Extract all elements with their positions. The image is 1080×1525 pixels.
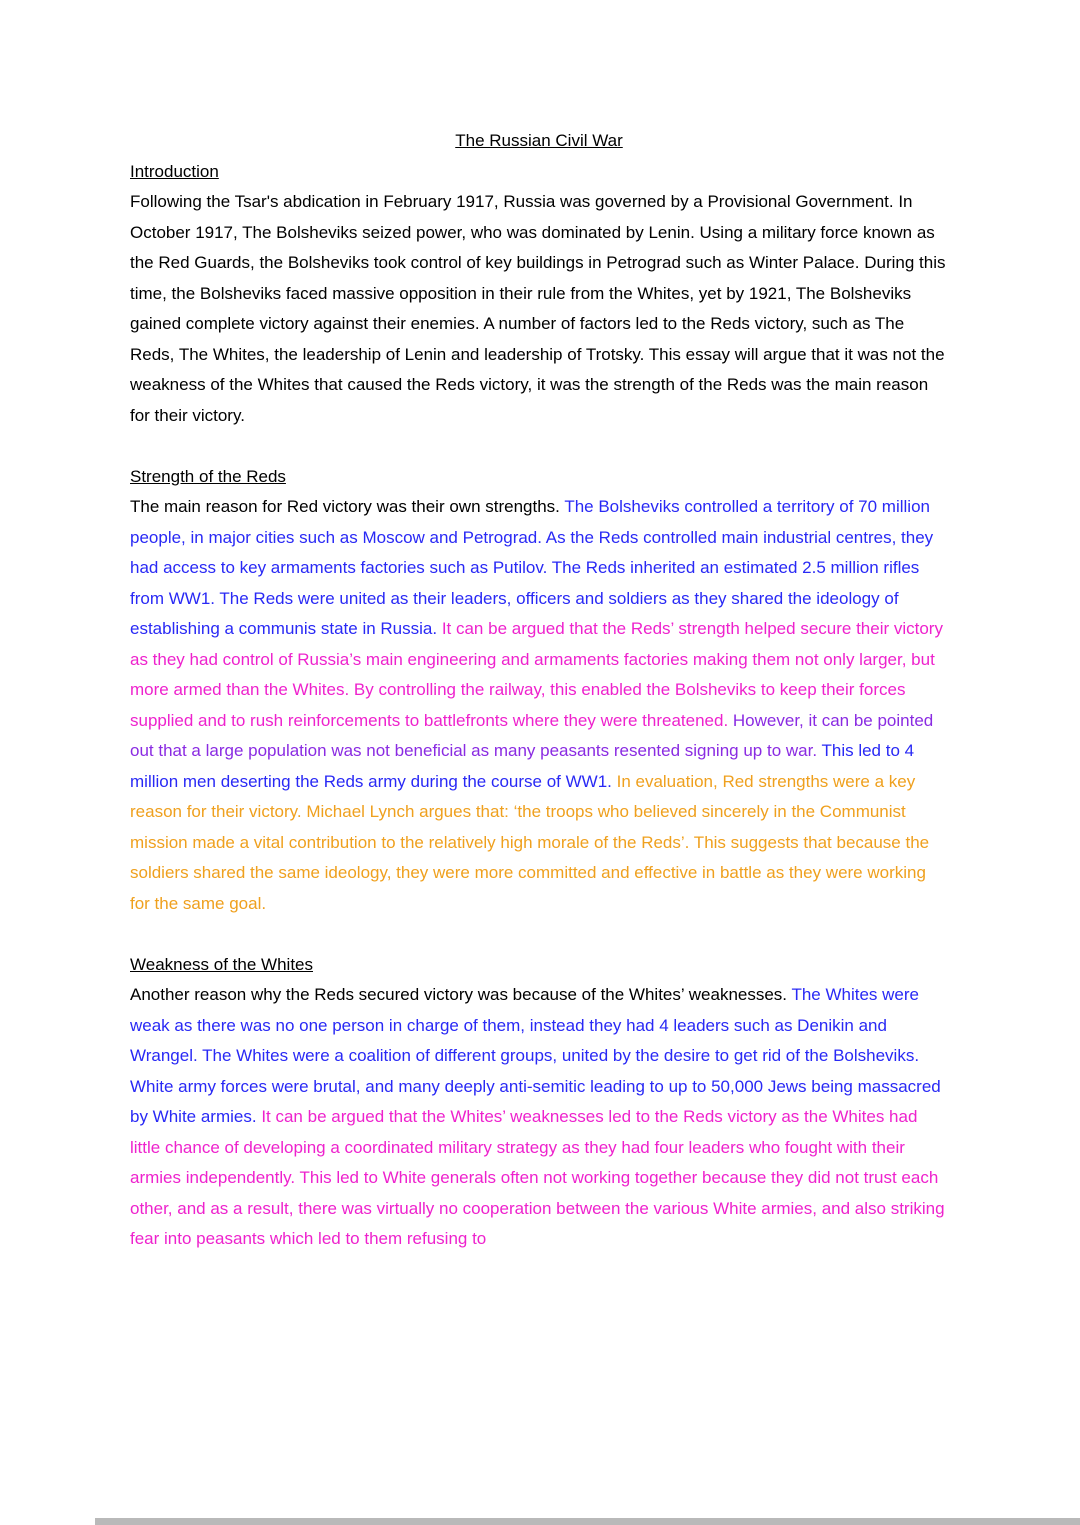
paragraph-weakness-of-the-whites xyxy=(130,980,948,1255)
section-strength-of-the-reds xyxy=(130,462,948,920)
text-run-purple: However, it can be pointed out that a large population was not beneficial as many peasants resented signing up to war. xyxy=(130,710,934,760)
text-run-orange: In evaluation, Red strengths were a key reason for their victory. Michael Lynch argues that: ‘the troops who believed sincerely in the Communist mission made a vital contribution to the relatively high morale of the Reds’. This suggests that because the soldiers shared the same ideology, they were more committed and effective in battle as they were working for the same goal. xyxy=(130,771,930,913)
heading-strength-of-the-reds: Strength of the Reds xyxy=(130,466,286,486)
text-run-black: Following the Tsar's abdication in February 1917, Russia was governed by a Provisional Government. In October 1917, The Bolsheviks seized power, who was dominated by Lenin. Using a military force known as the Red Guards, the Bolsheviks took control of key buildings in Petrograd such as Winter Palace. During this time, the Bolsheviks faced massive opposition in their rule from the Whites, yet by 1921, The Bolsheviks gained complete victory against their enemies. A number of factors led to the Reds victory, such as The Reds, The Whites, the leadership of Lenin and leadership of Trotsky. This essay will argue that it was not the weakness of the Whites that caused the Reds victory, it was the strength of the Reds was the main reason for their victory. xyxy=(130,192,946,425)
text-run-magenta: It can be argued that the Reds’ strength helped secure their victory as they had control of Russia’s main engineering and armaments factories making them not only larger, but more armed than the Whites. By controlling the railway, this enabled the Bolsheviks to keep their forces supplied and to rush reinforcements to battlefronts where they were threatened. xyxy=(130,619,943,730)
text-run-blue: The Bolsheviks controlled a territory of 70 million people, in major cities such as Moscow and Petrograd. As the Reds controlled main industrial centres, they had access to key armaments factories such as Putilov. The Reds inherited an estimated 2.5 million rifles from WW1. The Reds were united as their leaders, officers and soldiers as they shared the ideology of establishing a communis state in Russia. xyxy=(130,497,934,638)
document-title: The Russian Civil War xyxy=(455,131,623,150)
section-introduction xyxy=(130,157,948,432)
text-run-black: The main reason for Red victory was their own strengths. xyxy=(130,497,565,516)
heading-weakness-of-the-whites: Weakness of the Whites xyxy=(130,954,313,974)
paragraph-strength-of-the-reds xyxy=(130,492,948,919)
text-run-black: Another reason why the Reds secured victory was because of the Whites’ weaknesses. xyxy=(130,985,792,1004)
text-run-blue: The Whites were weak as there was no one person in charge of them, instead they had 4 leaders such as Denikin and Wrangel. The Whites were a coalition of different groups, united by the desire to get rid of the Bolsheviks. White army forces were brutal, and many deeply anti-semitic leading to up to 50,000 Jews being massacred by White armies. xyxy=(130,985,941,1126)
text-run-blue: This led to 4 million men deserting the Reds army during the course of WW1. xyxy=(130,741,915,791)
page-bottom-edge xyxy=(95,1518,1080,1525)
text-run-magenta: It can be argued that the Whites’ weaknesses led to the Reds victory as the Whites had little chance of developing a coordinated military strategy as they had four leaders who fought with their armies independently. This led to White generals often not working together because they did not trust each other, and as a result, there was virtually no cooperation between the various White armies, and also striking fear into peasants which led to them refusing to xyxy=(130,1107,945,1248)
paragraph-introduction xyxy=(130,187,948,431)
document-content xyxy=(130,126,948,1255)
heading-introduction: Introduction xyxy=(130,161,219,181)
section-weakness-of-the-whites xyxy=(130,950,948,1255)
